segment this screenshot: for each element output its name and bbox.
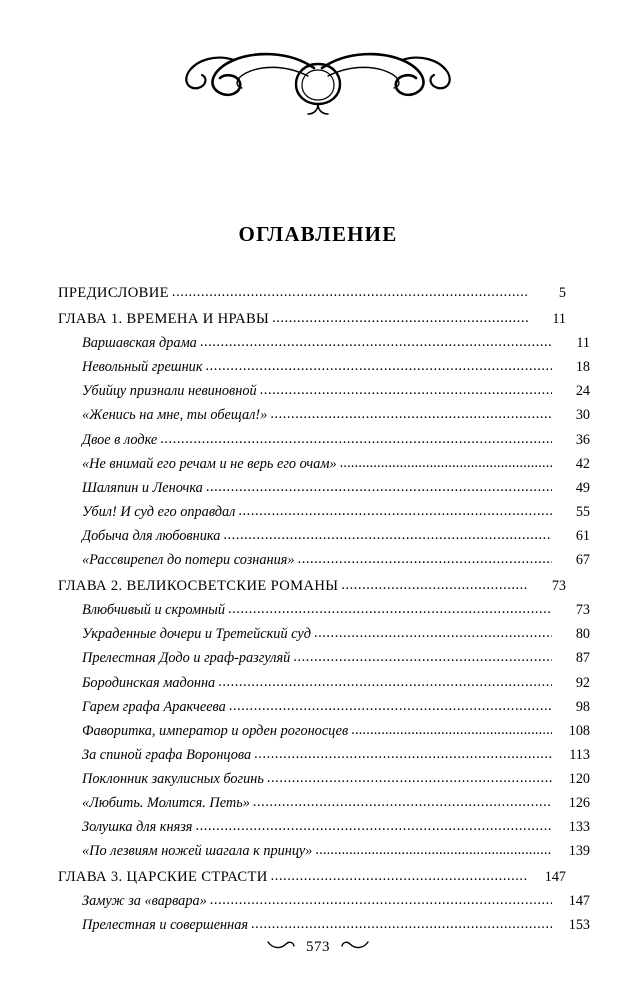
toc-entry-label: Украденные дочери и Третейский суд [82,626,311,643]
toc-row[interactable] [58,695,590,719]
toc-row[interactable] [58,815,590,839]
toc-page-number: 120 [568,770,590,787]
toc-row[interactable] [58,524,590,548]
toc-row[interactable] [58,548,590,572]
toc-chapter-label: ГЛАВА 3. ЦАРСКИЕ СТРАСТИ [58,869,268,886]
toc-entry-label: Фаворитка, император и орден рогоносцев [82,722,349,739]
toc-row[interactable] [58,379,590,403]
toc-entry-label: «По лезвиям ножей шагала к принцу» [82,843,313,860]
toc-entry-label: ПРЕДИСЛОВИЕ [58,285,169,301]
toc-page-number: 61 [575,527,590,544]
toc-chapter-label: ГЛАВА 1. ВРЕМЕНА И НРАВЫ [58,311,270,328]
dot-leaders [267,766,552,790]
dot-leaders [314,621,552,645]
dot-leaders [298,547,552,571]
dot-leaders [210,888,552,912]
dot-leaders [223,523,552,547]
toc-page-number: 73 [575,602,590,619]
toc-page-number: 87 [575,650,590,667]
toc-row[interactable] [58,865,566,889]
page-title: ОГЛАВЛЕНИЕ [238,222,398,246]
dot-leaders [254,742,552,766]
toc-row[interactable] [58,598,590,622]
toc-entry-label: «Женись на мне, ты обещал!» [82,407,268,424]
toc-page-number: 113 [569,746,590,763]
dot-leaders [315,838,552,862]
toc-page-number: 108 [568,722,590,739]
toc-row[interactable] [58,403,590,427]
toc-row[interactable] [58,331,590,355]
dot-leaders [200,330,552,354]
toc-page-number: 92 [575,674,590,691]
toc-page-number: 73 [551,578,566,595]
dot-leaders [218,670,552,694]
toc-entry-label: Поклонник закулисных богинь [82,770,264,787]
toc-row[interactable] [58,452,590,476]
toc-row[interactable] [58,622,590,646]
toc-entry-label: Гарем графа Аракчеева [82,698,226,715]
toc-page-number: 5 [558,285,566,301]
dot-leaders [172,280,528,304]
toc-row[interactable] [58,428,590,452]
dot-leaders [160,427,552,451]
toc-page-number: 11 [552,311,566,328]
toc-page-number: 133 [568,819,590,836]
toc-page-number: 18 [575,359,590,376]
toc-row[interactable] [58,889,590,913]
table-of-contents [58,281,590,938]
toc-entry-label: Прелестная Додо и граф-разгуляй [82,650,291,667]
toc-chapter-label: ГЛАВА 2. ВЕЛИКОСВЕТСКИЕ РОМАНЫ [58,578,339,595]
toc-row[interactable] [58,719,590,743]
toc-entry-label: «Рассвирепел до потери сознания» [82,552,295,569]
page-footer [0,939,636,956]
toc-row[interactable] [58,671,590,695]
toc-entry-label: За спиной графа Воронцова [82,746,252,763]
toc-entry-label: Золушка для князя [82,819,193,836]
right-swash-icon [341,939,369,956]
toc-row[interactable] [58,791,590,815]
dot-leaders [229,694,552,718]
toc-page-number: 55 [575,503,590,520]
calligraphic-flourish-ornament [0,46,636,118]
toc-entry-label: Убийцу признали невиновной [82,383,257,400]
dot-leaders [228,597,552,621]
toc-page-number: 42 [575,455,590,472]
toc-page-number: 36 [575,431,590,448]
dot-leaders [238,499,552,523]
toc-row[interactable] [58,574,566,598]
toc-page-number: 153 [568,917,590,934]
dot-leaders [260,378,552,402]
toc-entry-label: Двое в лодке [82,431,158,448]
folio-number: 573 [306,939,330,955]
toc-page-number: 67 [575,552,590,569]
dot-leaders [271,864,528,888]
toc-row[interactable] [58,500,590,524]
toc-entry-label: Убил! И суд его оправдал [82,503,236,520]
dot-leaders [293,645,552,669]
dot-leaders [206,475,552,499]
toc-entry-label: Замуж за «варвара» [82,893,207,910]
toc-row[interactable] [58,307,566,331]
toc-entry-label: Прелестная и совершенная [82,917,249,934]
toc-entry-label: Варшавская драма [82,335,197,352]
dot-leaders [341,573,528,597]
toc-entry-label: Бородинская мадонна [82,674,216,691]
toc-entry-label: «Не внимай его речам и не верь его очам» [82,455,337,472]
toc-row[interactable] [58,476,590,500]
toc-page-number: 147 [544,869,566,886]
dot-leaders [195,814,552,838]
toc-entry-label: «Любить. Молится. Петь» [82,794,250,811]
toc-entry-label: Добыча для любовника [82,527,221,544]
toc-entry-label: Влюбчивый и скромный [82,602,225,619]
dot-leaders [340,451,552,475]
toc-page-number: 98 [575,698,590,715]
toc-row[interactable] [58,913,590,937]
toc-row[interactable] [58,839,590,863]
toc-page-number: 49 [575,479,590,496]
toc-page-number: 24 [575,383,590,400]
toc-row[interactable] [58,355,590,379]
toc-page-number: 147 [568,893,590,910]
toc-page-number: 139 [568,843,590,860]
toc-row[interactable] [58,281,566,305]
left-swash-icon [267,939,295,956]
toc-page-number: 11 [576,335,590,352]
toc-row[interactable] [58,743,590,767]
toc-entry-label: Шаляпин и Леночка [82,479,203,496]
dot-leaders [272,306,528,330]
toc-page-number: 80 [575,626,590,643]
dot-leaders [351,718,552,742]
dot-leaders [206,354,552,378]
toc-row[interactable] [58,646,590,670]
toc-page-number: 126 [568,794,590,811]
dot-leaders [253,790,552,814]
toc-entry-label: Невольный грешник [82,359,203,376]
toc-page-number: 30 [575,407,590,424]
dot-leaders [270,402,552,426]
toc-row[interactable] [58,767,590,791]
dot-leaders [251,912,552,936]
